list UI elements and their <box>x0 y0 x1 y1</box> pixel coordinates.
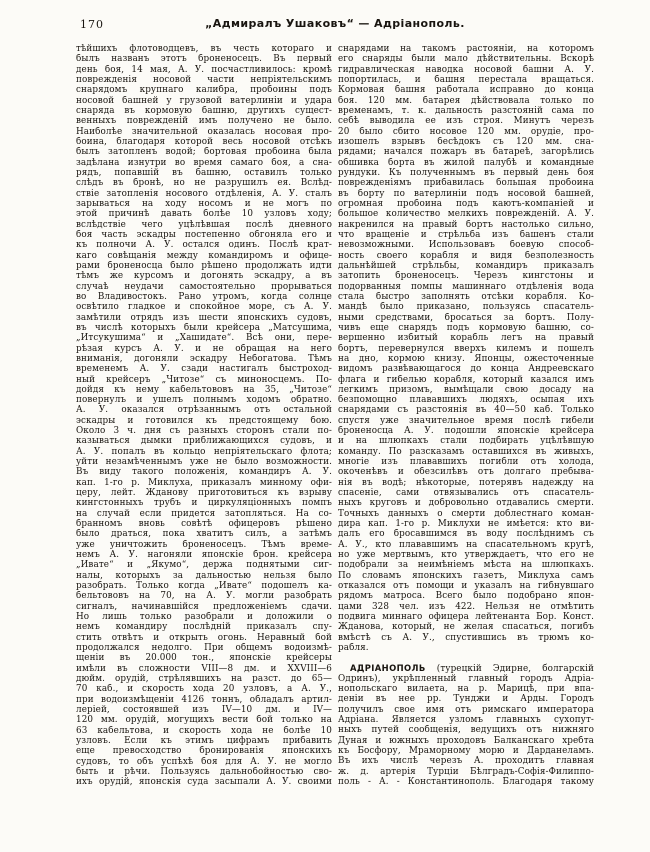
text-columns <box>76 44 594 788</box>
text-line: „Ивате“ и „Якумо“, держа поднятыми сиг- <box>76 560 332 571</box>
text-line: ствіе затопленія носового отдѣленія, А. У. сталъ <box>76 188 332 199</box>
text-line: сигналъ, начинавшійся предложеніемъ сдачи. <box>76 601 332 612</box>
text-line: подобрали за неимѣніемъ мѣста на шлюпкахъ. <box>338 560 594 571</box>
text-line: вершенно избитый корабль легъ на правый <box>338 333 594 344</box>
text-line: венныхъ поврежденій имъ получено не было. <box>76 116 332 127</box>
text-line: каго совѣщанія между командиромъ и офице- <box>76 250 332 261</box>
text-line: огромная пробоина подъ каютъ-компаніей и <box>338 198 594 209</box>
text-line: Въ виду такого положенія, командиръ А. У. <box>76 467 332 478</box>
page-header <box>76 17 594 33</box>
text-line: 20 было сбито носовое 120 мм. орудіе, про- <box>338 126 594 137</box>
text-line: Жданова, который, не желая спасаться, погибъ <box>338 622 594 633</box>
text-line: церу, лейт. Жданову приготовиться къ взрыву <box>76 488 332 499</box>
text-line: рабля. <box>338 643 369 654</box>
text-line: ными средствами, бросаться за бортъ. Полу- <box>338 312 594 323</box>
text-line: зарываться на ходу носомъ и не могъ по <box>76 198 332 209</box>
text-line: бельтововъ на 70, на А. У. могли разобрать <box>76 591 332 602</box>
text-line: въ числѣ которыхъ были крейсера „Матсушима, <box>76 322 332 333</box>
text-line: немъ А. У. нагоняли японскіе брон. крейсера <box>76 550 332 561</box>
text-line: Но лишь только разобрали и доложили о <box>76 612 332 623</box>
text-line: боина, благодаря которой весь носовой отсѣкъ <box>76 136 332 147</box>
text-line: слѣдъ въ бронѣ, но не разрушилъ ея. Вслѣд- <box>76 178 332 189</box>
text-line: чивъ еще снарядъ подъ кормовую башню, со- <box>338 322 594 333</box>
text-line: Въ ихъ числѣ черезъ А. проходитъ главная <box>338 756 594 767</box>
text-line: повернулъ и ушелъ полнымъ ходомъ обратно. <box>76 395 332 406</box>
text-line: уже уничтожить броненосецъ. Тѣмъ време- <box>76 539 332 550</box>
text-line: 120 мм. орудій, могущихъ вести бой только на <box>76 715 332 726</box>
running-header: „Адмиралъ Ушаковъ“ — Адріанополь. <box>205 17 465 30</box>
entry-adrianopol-heading <box>338 663 594 673</box>
text-line: безпомощно плававшихъ людяхъ, осыпая ихъ <box>338 395 594 406</box>
entry-term: АДРІАНОПОЛЬ <box>350 663 426 674</box>
text-line: на случай если придется затопляться. На со- <box>76 508 332 519</box>
text-line: дюйм. орудій, стрѣлявшихъ на разст. до 65— <box>76 674 332 685</box>
text-line: получилъ свое имя отъ римскаго императора <box>338 704 594 715</box>
text-line: имѣли въ сложности VIII—8 дм. и XXVIII—6 <box>76 663 332 674</box>
text-line: еще превосходство бронированія японскихъ <box>76 746 332 757</box>
text-line: попортилась, и башня перестала вращаться. <box>338 74 594 85</box>
text-line: дойдя къ нему кабельтововъ на 35, „Читозе“ <box>76 384 332 395</box>
text-line: подорванныя помпы машиннаго отдѣленія вода <box>338 281 594 292</box>
text-line: налы, которыхъ за дальностью нельзя было <box>76 570 332 581</box>
text-line: флага и гибелью корабля, который казался имъ <box>338 374 594 385</box>
text-line: казываться дымки приближающихся судовъ, и <box>76 436 332 447</box>
text-line: По словамъ японскихъ газетъ, Миклуха самъ <box>338 570 594 581</box>
left-column <box>76 44 332 788</box>
text-line: ж. д. артерія Турціи Бѣлградъ-Софія-Филиппо- <box>338 766 594 777</box>
text-line: былъ названъ этотъ броненосецъ. Въ первый <box>76 54 332 65</box>
text-line: невозможными. Использовавъ боевую способ- <box>338 240 594 251</box>
text-line: узловъ. Если къ этимъ цифрамъ прибавить <box>76 735 332 746</box>
text-line: ныхъ круговъ и добровольно отдавались смерти. <box>338 498 594 509</box>
text-line: вслѣдствіе чего уцѣлѣвшая послѣ дневного <box>76 219 332 230</box>
text-line: отказался отъ помощи и указалъ на гибнувшаго <box>338 581 594 592</box>
text-line: Одринъ), укрѣпленный главный городъ Адріа- <box>338 673 594 684</box>
text-line: подвига миннаго офицера лейтенанта Бор. Конст. <box>338 612 594 623</box>
text-line: и на шлюпкахъ стали подбирать уцѣлѣвшую <box>338 436 594 447</box>
text-line: дальнѣйшей стрѣльбы, командиръ приказалъ <box>338 260 594 271</box>
text-line: Наиболѣе значительной оказалась носовая про- <box>76 126 332 137</box>
page-number: 170 <box>80 18 104 31</box>
entry-adrianopol-body <box>338 674 594 788</box>
text-line: команду. По разсказамъ оставшихся въ живыхъ, <box>338 446 594 457</box>
ushakov-article-continuation <box>338 44 594 653</box>
text-line: обшивка борта въ жилой палубѣ и командные <box>338 157 594 168</box>
text-line: леріей, состоявшей изъ IV—10 дм. и IV— <box>76 705 332 715</box>
text-line: боя часть эскадры постепенно обгоняла его и <box>76 229 332 240</box>
text-line: на дно, кормою книзу. Японцы, ожесточенные <box>338 353 594 364</box>
text-line: „Итсукушима“ и „Хашидате“. Всѣ они, пере- <box>76 333 332 344</box>
text-line: временемъ А. У. сзади настигалъ быстроход- <box>76 364 332 375</box>
text-line: судовъ, то объ успѣхѣ боя для А. У. не могло <box>76 756 332 767</box>
text-line: стить отвѣтъ и открыть огонь. Неравный бой <box>76 632 332 643</box>
text-line: изошелъ взрывъ бесѣдокъ съ 120 мм. сна- <box>338 136 594 147</box>
text-line: его снаряды были мало дѣйствительны. Вскорѣ <box>338 54 594 65</box>
text-line: задѣлана изнутри во время самаго боя, а сна- <box>76 157 332 168</box>
text-line: А. У. оказался отрѣзаннымъ отъ остальной <box>76 405 332 416</box>
text-line: въ борту по ватерлиніи подъ носовой башней, <box>338 188 594 199</box>
text-line: броненосца А. У. подошли японскіе крейсера <box>338 426 594 437</box>
text-line: день боя, 14 мая, А. У. посчастливилось: кромѣ <box>76 64 332 75</box>
text-line: поврежденія носовой части непріятельскимъ <box>76 74 332 85</box>
text-line: дира кап. 1-го р. Миклухи не имѣется: кто ви- <box>338 519 594 530</box>
entry-separator <box>338 653 594 663</box>
text-line: при водоизмѣщеніи 4126 тоннъ, обладалъ артил- <box>76 694 332 705</box>
text-line: Дуная и южныхъ проходовъ Балканскаго хребта <box>338 735 594 746</box>
text-line: рядомъ матроса. Всего было подобрано япон- <box>338 591 594 602</box>
text-line: ныхъ путей сообщенія, ведущихъ отъ нижняго <box>338 725 594 736</box>
text-line: ихъ орудій, японскія суда засыпали А. У. своими <box>76 777 332 788</box>
text-line: спасеніе, сами отвязывались отъ спасатель- <box>338 488 594 499</box>
text-line: боя. 120 мм. батарея дѣйствовала только по <box>338 95 594 106</box>
text-line: окоченѣвъ и обезсилѣвъ отъ долгаго пребыва- <box>338 467 594 478</box>
text-line: рядами; начался пожаръ въ батареѣ, загорѣлись <box>338 147 594 158</box>
text-line: тѣмъ же курсомъ и догонять эскадру, а въ <box>76 271 332 282</box>
text-line: носовой башней у грузовой ватерлиніи и удара <box>76 95 332 106</box>
text-line: А. У., кто плававшимъ на спасательномъ кругѣ, <box>338 539 594 550</box>
text-line: рѣзая курсъ А. У. и не обращая на него <box>76 343 332 354</box>
text-line: освѣтило гладкое и спокойное море, съ А. У. <box>76 302 332 313</box>
text-line: мандѣ было приказано, пользуясь спасатель- <box>338 302 594 313</box>
text-line: Кормовая башня работала исправно до конца <box>338 85 594 96</box>
text-line: Адріана. Является узломъ главныхъ сухопут- <box>338 715 594 725</box>
text-line: нопольскаго вилаета, на р. Марицѣ, при впа- <box>338 684 594 695</box>
text-line: большое количество мелкихъ поврежденій. А. У. <box>338 209 594 220</box>
text-line: далъ его бросавшимся въ воду послѣднимъ съ <box>338 529 594 540</box>
text-line: цами 328 чел. изъ 422. Нельзя не отмѣтить <box>338 601 594 612</box>
text-line: быть и рѣчи. Пользуясь дальнобойностью сво- <box>76 766 332 777</box>
text-line: кингстонныхъ трубъ и циркуляціонныхъ помпъ <box>76 498 332 509</box>
text-line: во Владивостокъ. Рано утромъ, когда солнце <box>76 291 332 302</box>
text-line: А. У. попалъ въ кольцо непріятельскаго флота; <box>76 446 332 457</box>
text-line: многіе изъ плававшихъ погибли отъ холода, <box>338 457 594 468</box>
text-line: бранномъ вновь совѣтѣ офицеровъ рѣшено <box>76 519 332 530</box>
text-line: эскадры и готовился къ предстоящему бою. <box>76 415 332 426</box>
text-line: Около 3 ч. дня съ разныхъ сторонъ стали по- <box>76 426 332 437</box>
text-line: рядъ, попавшій въ башню, оставилъ только <box>76 167 332 178</box>
text-line: снарядомъ крупнаго калибра, пробоины подъ <box>76 85 332 96</box>
text-line: 63 кабельтова, и скорость хода не болѣе 10 <box>76 725 332 736</box>
text-line: снарядами съ разстоянія въ 40—50 каб. Только <box>338 405 594 416</box>
text-line: разобрать. Только когда „Ивате“ подошелъ ка- <box>76 581 332 592</box>
right-column <box>338 44 594 788</box>
entry-term-rest: (турецкій Эдирне, болгарскій <box>436 664 594 674</box>
text-line: поврежденіямъ прибавилась большая пробоина <box>338 178 594 189</box>
text-line: накренился на правый бортъ настолько сильно, <box>338 219 594 230</box>
text-line: поль - А. - Константинополь. Благодаря такому <box>338 776 594 787</box>
text-line: спустя уже значительное время послѣ гибели <box>338 415 594 426</box>
text-line: случаѣ неудачи самостоятельно прорываться <box>76 281 332 292</box>
text-line: себѣ выводила ее изъ строя. Минутъ черезъ <box>338 116 594 127</box>
text-line: бортъ, перевернулся вверхъ килемъ и пошелъ <box>338 343 594 354</box>
text-line: вниманія, догоняли эскадру Небогатова. Тѣмъ <box>76 353 332 364</box>
text-line: уйти незамѣченнымъ уже не было возможности. <box>76 457 332 468</box>
text-line: Точныхъ данныхъ о смерти доблестнаго коман- <box>338 508 594 519</box>
text-line: снарядами на такомъ растояніи, на которомъ <box>338 44 594 54</box>
text-line: къ полночи А. У. остался одинъ. Послѣ крат- <box>76 240 332 251</box>
text-line: вмѣстѣ съ А. У., спустившись въ трюмъ ко- <box>338 632 594 643</box>
text-line: щеніи въ 20.000 тон., японскіе крейсеры <box>76 653 332 664</box>
text-line: снаряда въ кормовую башню, другихъ сущест- <box>76 105 332 116</box>
text-line: нія въ водѣ; нѣкоторые, потерявъ надежду на <box>338 477 594 488</box>
text-line: видомъ развѣвающагося до конца Андреевскаго <box>338 364 594 375</box>
text-line: продолжался недолго. При общемъ водоизмѣ- <box>76 643 332 654</box>
text-line: стала быстро заполнять отсѣки корабля. Ко- <box>338 291 594 302</box>
text-line: тѣйшихъ флотоводцевъ, въ честь котораго и <box>76 44 332 54</box>
text-line: затопить броненосецъ. Черезъ кингстоны и <box>338 271 594 282</box>
text-line: легкимъ призомъ, вымѣщали свою досаду на <box>338 384 594 395</box>
text-line: этой причинѣ давать болѣе 10 узловъ ходу; <box>76 209 332 220</box>
text-line: немъ командиру послѣдній приказалъ спу- <box>76 622 332 633</box>
text-line: что вращеніе и стрѣльба изъ башенъ стали <box>338 229 594 240</box>
text-line: замѣтили отрядъ изъ шести японскихъ судовъ, <box>76 312 332 323</box>
text-line: но уже мертвымъ, кто утверждаетъ, что его не <box>338 550 594 561</box>
text-line: гидравлическая наводка носовой башни А. У. <box>338 64 594 75</box>
text-line: былъ затопленъ водой; бортовая пробоина была <box>76 147 332 158</box>
text-line: деніи въ нее рр. Тунджи и Арды. Городъ <box>338 694 594 705</box>
text-line: къ Босфору, Мраморному морю и Дарданеламъ. <box>338 745 594 756</box>
text-line: ность своего корабля и видя безполезность <box>338 250 594 261</box>
text-line: кап. 1-го р. Миклуха, приказалъ минному офи- <box>76 477 332 488</box>
text-line: было драться, пока хватитъ силъ, а затѣмъ <box>76 529 332 540</box>
text-line: временамъ, т. к. дальность разстояній сама по <box>338 105 594 116</box>
text-line: ный крейсеръ „Читозе“ съ миноносцемъ. По- <box>76 374 332 385</box>
text-line: рундуки. Къ полученнымъ въ первый день боя <box>338 167 594 178</box>
text-line: 70 каб., и скорость хода 20 узловъ, а А. У., <box>76 684 332 695</box>
text-line: рами броненосца было рѣшено продолжать идти <box>76 260 332 271</box>
